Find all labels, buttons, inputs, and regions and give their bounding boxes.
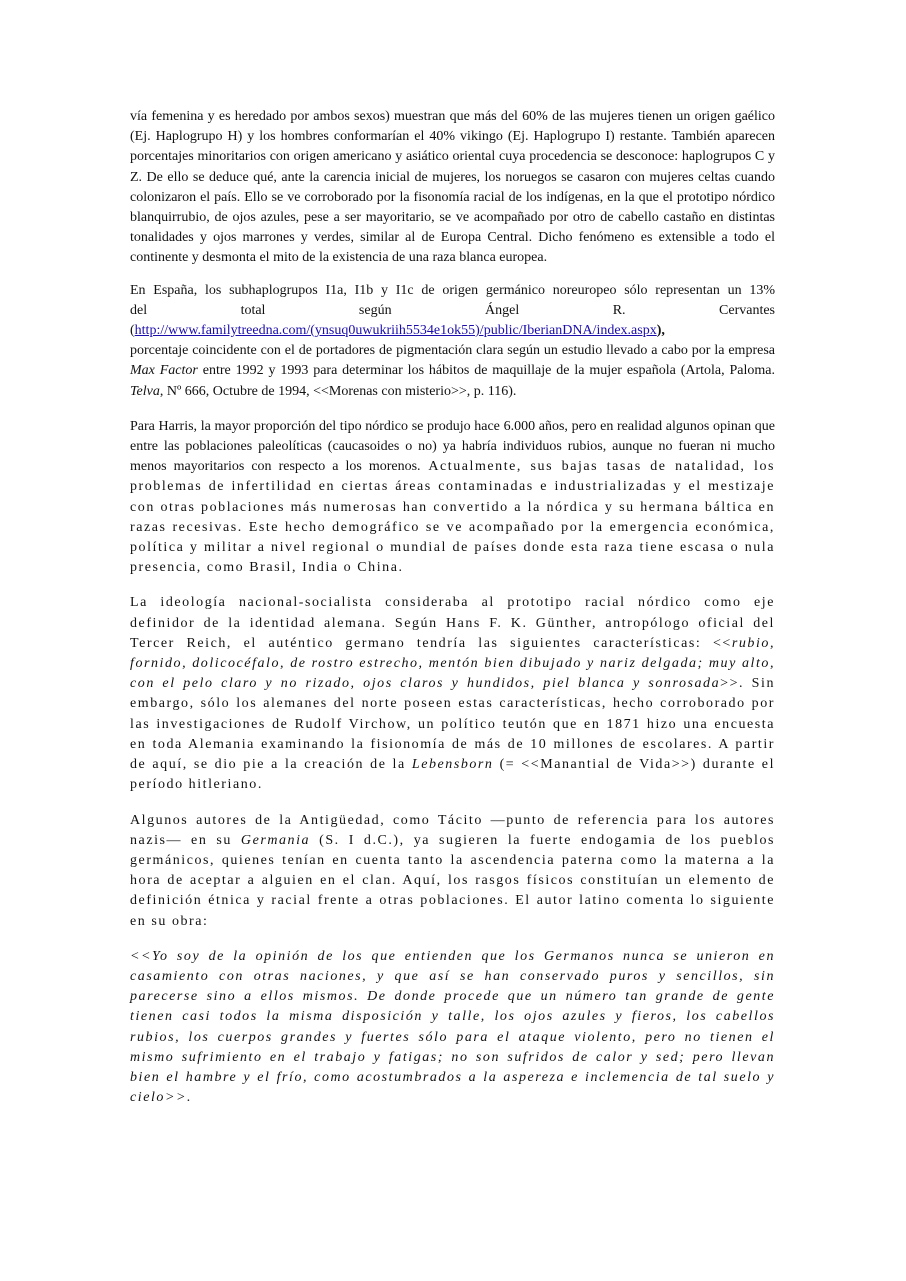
paragraph-4-part-a: La ideología nacional-socialista consideraba al prototipo racial nórdico como eje definidor de la identidad alemana. Según Hans F. K. Günther, antropólogo oficial del Tercer Reich, el auténtico germano tendría las siguientes características: << (130, 595, 775, 651)
paragraph-2-line-2: del total según Ángel R. Cervantes (130, 302, 775, 318)
paragraph-4-part-c: (= <<Manantial de Vida>>) durante el período hitleriano. (130, 757, 776, 793)
magazine-name: Telva (130, 383, 160, 399)
brand-name: Max Factor (130, 363, 198, 379)
paragraph-1: vía femenina y es heredado por ambos sexos) muestran que más del 60% de las mujeres tienen un origen gaélico (Ej. Haplogrupo H) y los hombres conformarían el 40% vikingo (Ej. Haplogrupo I) restante. También aparecen porcentajes minoritarios con origen americano y asiático oriental cuya procedencia se desconoce: haplogrupos C y Z. De ello se deduce qué, ante la carencia inicial de mujeres, los noruegos se casaron con mujeres celtas cuando colonizaron el país. Ello se ve corroborado por la fisonomía racial de los indígenas, en la que el prototipo nórdico blanquirrubio, de ojos azules, pese a ser mayoritario, se ve acompañado por otro de cabello castaño en distintas tonalidades y ojos marrones y verdes, similar al de Europa Central. Dicho fenómeno es extensible a todo el continente y desmonta el mito de la existencia de una raza blanca europea. (130, 109, 775, 266)
paragraph-2-rest-c: , Nº 666, Octubre de 1994, <<Morenas con misterio>>, p. 116). (159, 383, 517, 399)
tacitus-quote: <<Yo soy de la opinión de los que entienden que los Germanos nunca se unieron en casamiento con otras naciones, y que así se han conservado puros y sencillos, sin parecerse sino a ellos mismos. De donde procede que un número tan grande de gente tienen casi todos la misma disposición y talle, los ojos azules y fieros, los cabellos rubios, los cuerpos grandes y fuertes sólo para el ataque violento, pero no tienen el mismo sufrimiento en el trabajo y fatigas; no son sufridos de calor y sed; pero llevan bien el hambre y el frío, como acostumbrados a la aspereza e inclemencia de tal suelo y cielo>>. (130, 948, 775, 1106)
link-open-paren: ( (130, 323, 135, 339)
lebensborn-term: Lebensborn (411, 757, 494, 773)
link-close-paren: ), (656, 323, 665, 339)
link-line (130, 321, 775, 341)
paragraph-4 (130, 593, 775, 795)
gunther-description: rubio, fornido, dolicocéfalo, de rostro estrecho, mentón bien dibujado y nariz delgada; muy alto, con el pelo claro y no rizado, ojos claros y hundidos, piel blanca y sonrosada (130, 635, 775, 692)
paragraph-2-line-1: En España, los subhaplogrupos I1a, I1b y I1c de origen germánico noreuropeo sólo representan un 13% (130, 282, 775, 298)
paragraph-5-part-a: Algunos autores de la Antigüedad, como Tácito —punto de referencia para los autores nazis— en su (130, 812, 775, 848)
paragraph-3-part-a: Para Harris, la mayor proporción del tipo nórdico se produjo hace 6.000 años, pero en realidad algunos opinan que entre las poblaciones paleolíticas (caucasoides o no) ya habría individuos rubios, aunque no fueran ni mucho menos mayoritarios con respecto a los morenos. (130, 418, 775, 475)
family-tree-dna-link[interactable]: http://www.familytreedna.com/(ynsuq0uwukriih5534e1ok55)/public/IberianDNA/index.aspx (134, 323, 657, 339)
paragraph-3-part-b: Actualmente, sus bajas tasas de natalidad, los problemas de infertilidad en ciertas áreas contaminadas e industrializadas y el mestizaje con otras poblaciones más numerosas han convertido a la nórdica y su hermana báltica en razas recesivas. Este hecho demográfico se ve acompañado por la emergencia económica, política y militar a nivel regional o mundial de países donde esta raza tiene escasa o nula presencia, como Brasil, India o China. (130, 459, 776, 576)
germania-title: Germania (240, 832, 311, 848)
paragraph-2 (130, 281, 775, 402)
paragraph-2-rest-a: porcentaje coincidente con el de portadores de pigmentación clara según un estudio llevado a cabo por la empresa (130, 343, 775, 359)
paragraph-5 (130, 811, 775, 932)
paragraph-4-part-b: >>. Sin embargo, sólo los alemanes del norte poseen estas características, hecho corroborado por las investigaciones de Rudolf Virchow, un político teutón que en 1871 hizo una encuesta en toda Alemania examinando la fisionomía de más de 10 millones de escolares. A partir de aquí, se dio pie a la creación de la (130, 676, 775, 773)
paragraph-5-part-b: (S. I d.C.), ya sugieren la fuerte endogamia de los pueblos germánicos, quienes tenían en cuenta tanto la ascendencia paterna como la materna a la hora de aceptar a alguien en el clan. Aquí, los rasgos físicos constituían un elemento de definición étnica y racial frente a otras poblaciones. El autor latino comenta lo siguiente en su obra: (130, 832, 776, 929)
paragraph-3 (130, 417, 775, 579)
document-page (130, 107, 775, 1108)
paragraph-2-rest-b: entre 1992 y 1993 para determinar los hábitos de maquillaje de la mujer española (Artola, Paloma. (197, 363, 775, 379)
